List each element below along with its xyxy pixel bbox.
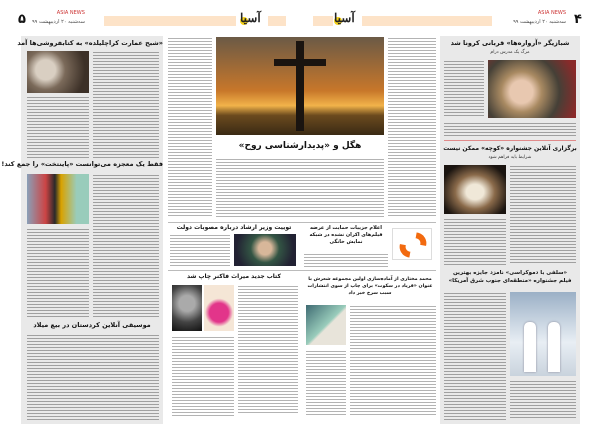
cross-bar <box>274 59 326 66</box>
issue-date: سه‌شنبه ۲۰ اردیبهشت ۹۹ <box>513 19 566 25</box>
issue-date: سه‌شنبه ۲۰ اردیبهشت ۹۹ <box>32 19 85 25</box>
story-headline: اعلام جزییات حمایت از عرضه فیلم‌های اکران نشده در شبکه نمایش خانگی <box>304 225 388 246</box>
divider <box>168 222 436 223</box>
article-text <box>27 334 159 420</box>
article-text <box>444 292 506 420</box>
sidebar-subhead: مرگ یک مدرس درام <box>490 50 530 55</box>
article-text <box>350 305 436 417</box>
article-text <box>444 122 576 138</box>
masthead-right <box>513 9 566 27</box>
article-text <box>27 228 89 319</box>
page-number-left: ۵ <box>18 12 26 27</box>
brand-en: ASIA NEWS <box>537 10 566 16</box>
divider <box>168 270 436 271</box>
article-text <box>93 51 159 159</box>
sidebar-headline: «سلفی با دموکراسی» نامزد جایزه بهترین فیلم جشنواره «منطقه‌ای جنوب شرق آمریکا» <box>448 270 572 284</box>
story-headline: توییت وزیر ارشاد درباره مصوبات دولت <box>176 224 292 231</box>
book-cover <box>204 285 234 331</box>
sidebar-headline: شبازیگر «آرواره‌ها» قربانی کرونا شد <box>450 39 570 47</box>
lead-article-text <box>216 158 384 218</box>
photo-author <box>27 51 89 93</box>
book-cover-photo <box>306 305 346 345</box>
photo-minister <box>234 234 296 266</box>
article-text <box>168 37 212 217</box>
divider <box>444 140 576 141</box>
logo-swirl-icon <box>395 227 432 263</box>
article-text <box>172 336 234 416</box>
header-band <box>362 16 492 26</box>
figure <box>548 322 560 372</box>
logo-text: آسیا <box>334 11 355 25</box>
logo-left <box>240 11 261 25</box>
header-band-end <box>268 16 286 26</box>
article-text <box>238 285 298 415</box>
logo-right <box>334 11 355 25</box>
article-text <box>388 37 436 217</box>
home-video-logo <box>392 228 432 260</box>
sidebar-headline: موسیقی آنلاین کردستان در بیع میلاد <box>21 322 163 330</box>
article-text <box>304 253 388 267</box>
masthead-left <box>32 9 85 27</box>
sidebar-subhead: شرایط باید فراهم شود <box>488 155 532 160</box>
photo-faulkner <box>172 285 202 331</box>
page-number-right: ۴ <box>574 12 582 27</box>
photo-performer <box>27 174 89 224</box>
sidebar-headline: برگزاری آنلاین جشنواره «کوچه» ممکن نیست <box>443 145 577 152</box>
photo-actress <box>488 60 576 118</box>
photo-theatre <box>444 165 506 214</box>
left-sidebar <box>1 36 163 424</box>
article-text <box>510 380 576 420</box>
article-text <box>27 96 89 159</box>
brand-en: ASIA NEWS <box>56 10 85 16</box>
figure <box>524 322 536 372</box>
sidebar-headline: «شبح عمارت کراچلیلده» به کتابفروشی‌ها آمد <box>17 39 163 47</box>
right-sidebar <box>440 36 580 424</box>
header-band-end <box>313 16 333 26</box>
article-text <box>306 350 346 416</box>
article-text <box>93 174 159 319</box>
cross-icon <box>296 41 304 131</box>
sidebar-headline: فقط یک معجزه می‌توانست «پاینتخت» را جمع کند! <box>1 160 163 168</box>
photo-cross-sunset <box>216 37 384 135</box>
logo-text: آسیا <box>240 11 261 25</box>
story-headline: کتاب جدید میراث فاکنر چاپ شد <box>187 273 281 280</box>
article-text <box>510 165 576 265</box>
article-text <box>170 234 230 266</box>
lead-headline: هگل و «پدیدارشناسی روح» <box>238 141 362 151</box>
film-poster-selfie <box>510 292 576 376</box>
header-band <box>104 16 236 26</box>
article-text <box>444 60 484 118</box>
article-text <box>444 218 506 265</box>
story-headline: محمد مختاری از آماده‌سازی اولین مجموعه شعرش با عنوان «فریاد در سکوت» برای چاپ از سوی انتشارات سبب سرخ خبر داد <box>304 276 436 297</box>
